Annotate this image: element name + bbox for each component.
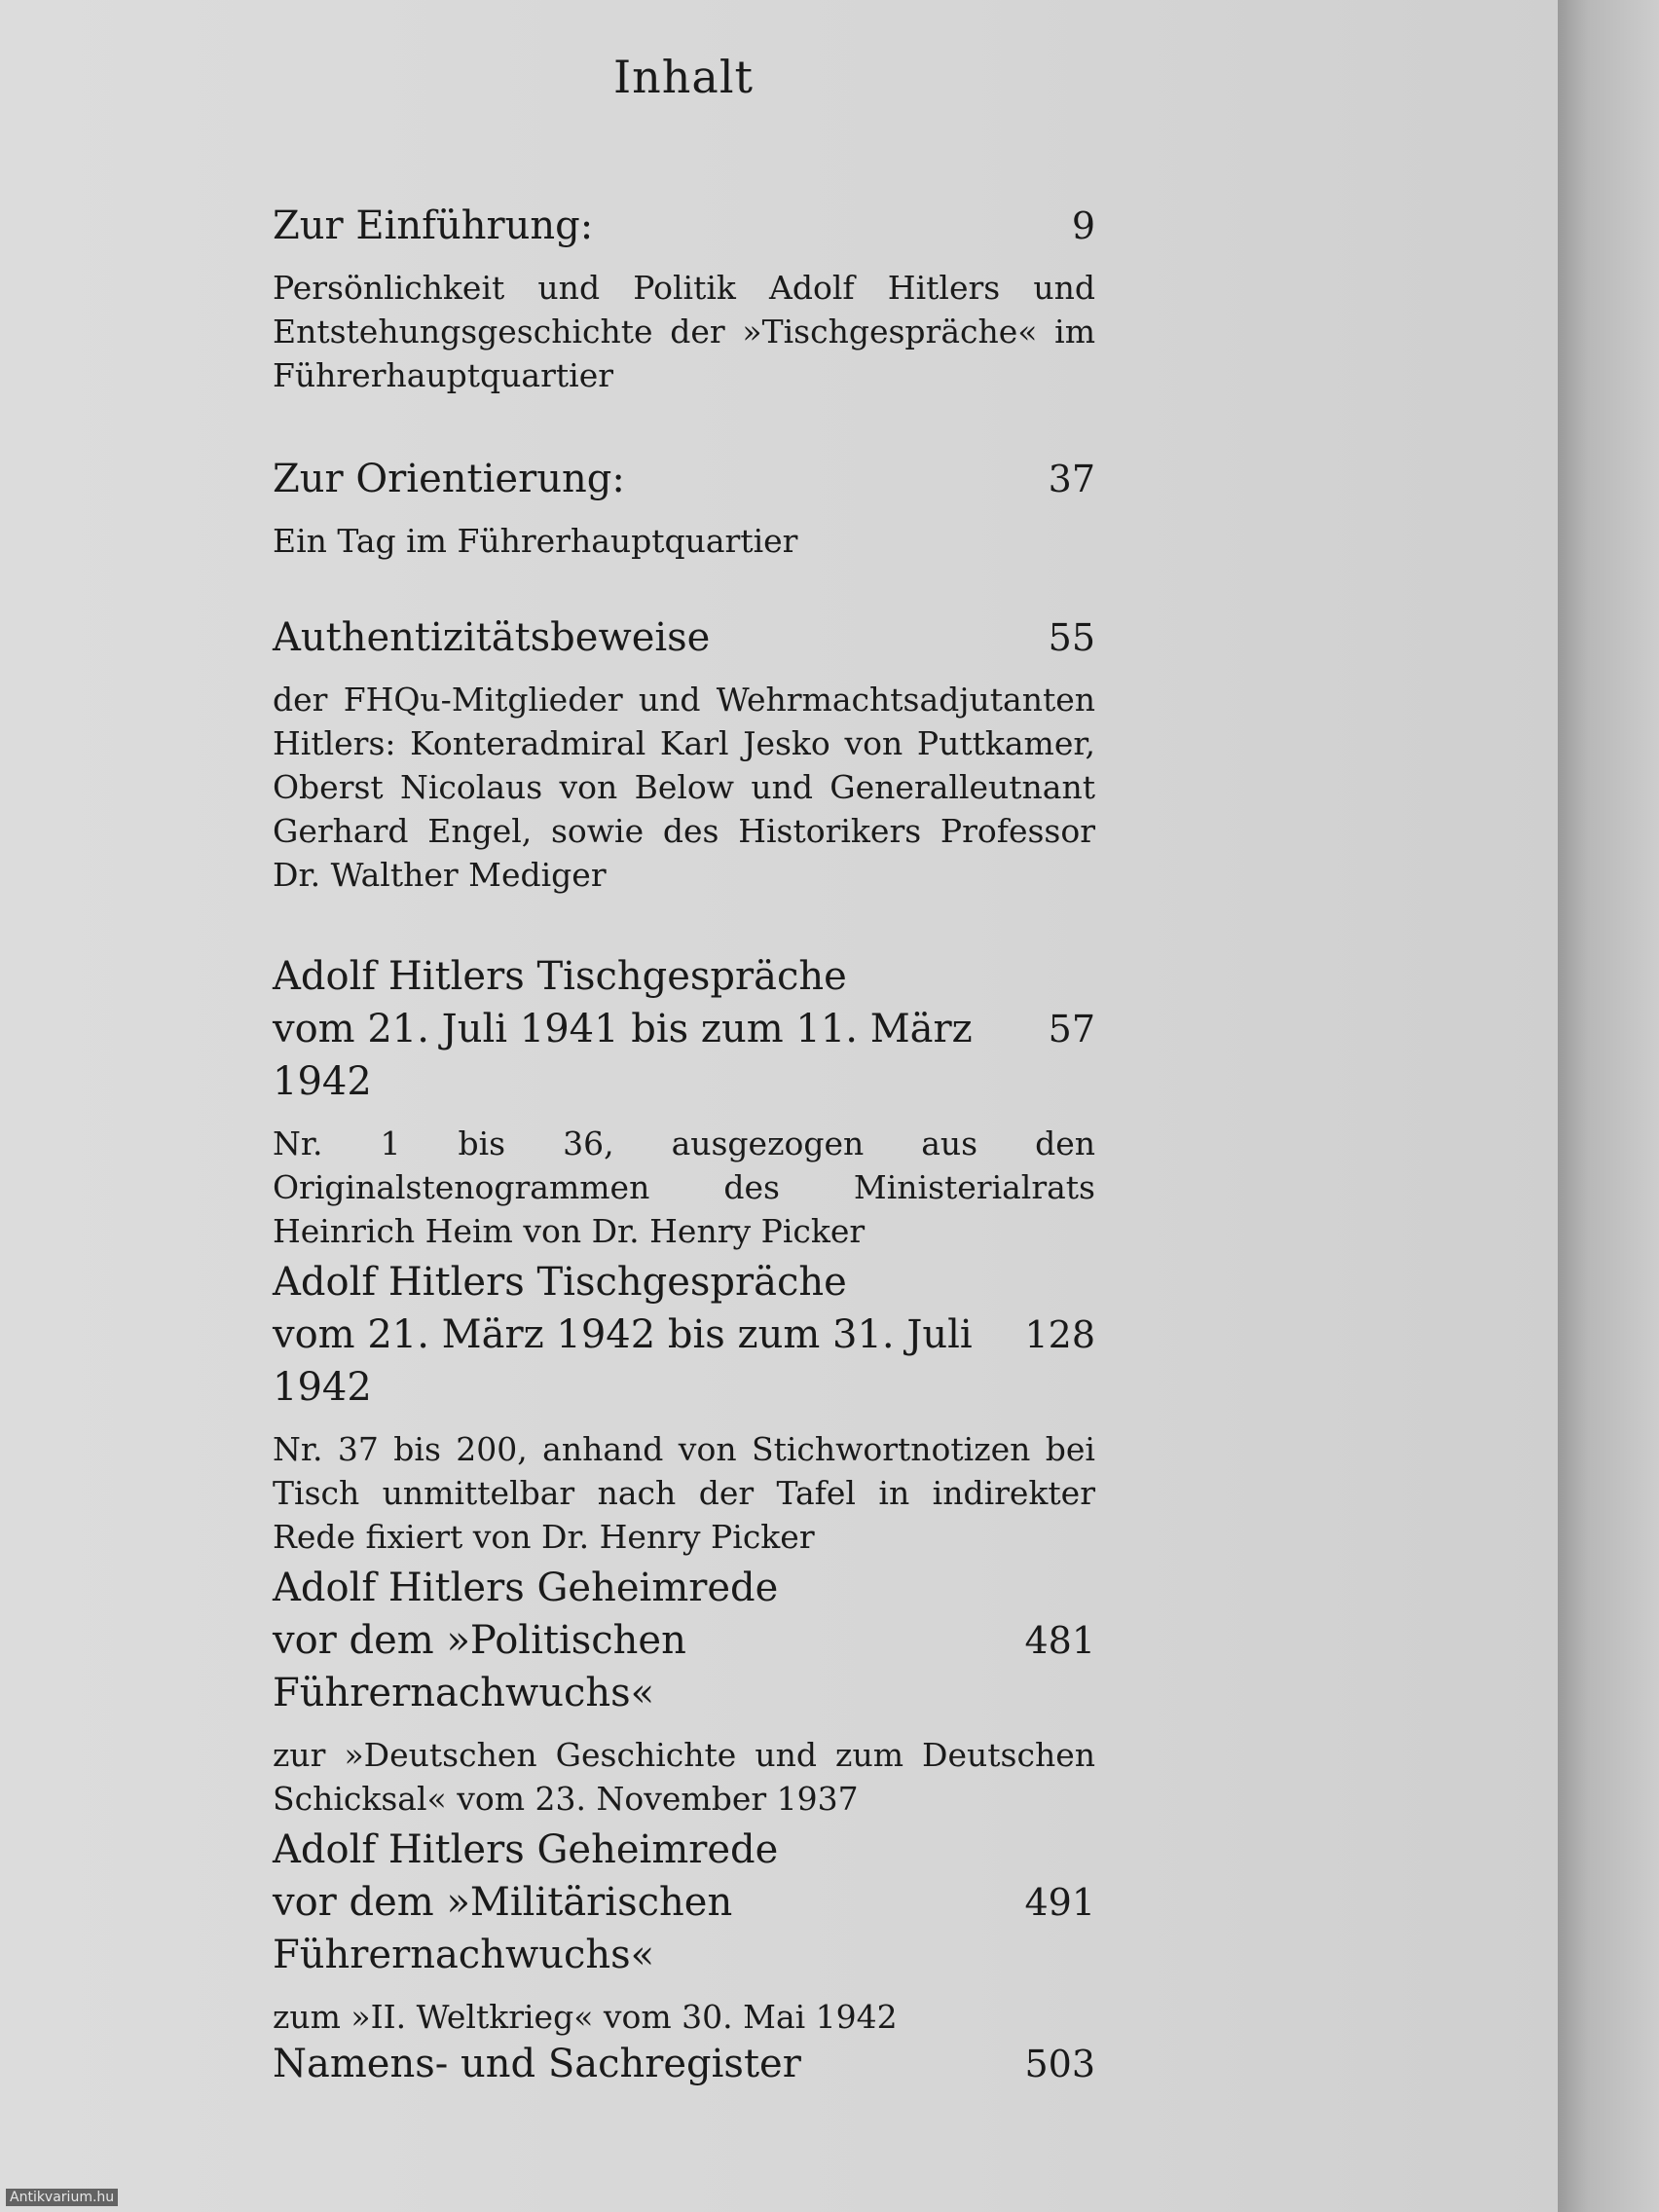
toc-entry-orientierung	[273, 453, 1095, 563]
toc-description: der FHQu-Mitglieder und Wehrmachtsadjutanten Hitlers: Konteradmiral Karl Jesko von Puttkamer, Oberst Nicolaus von Below und Generalleutnant Gerhard Engel, sowie des Historikers Professor Dr. Walther Mediger	[273, 681, 1095, 894]
toc-page-number: 128	[1024, 1313, 1095, 1356]
toc-heading-line: Adolf Hitlers Tischgespräche	[273, 1260, 847, 1305]
toc-heading-line: Zur Einführung:	[273, 203, 594, 248]
toc-heading-line: vom 21. März 1942 bis zum 31. Juli 1942	[273, 1312, 973, 1410]
toc-heading-line: Adolf Hitlers Tischgespräche	[273, 954, 847, 999]
toc-entry-einfuehrung	[273, 200, 1095, 397]
toc-description: Nr. 37 bis 200, anhand von Stichwortnotizen bei Tisch unmittelbar nach der Tafel in indirekter Rede fixiert von Dr. Henry Picker	[273, 1430, 1095, 1556]
toc-entry-tischgespraeche-2	[273, 1256, 1095, 1559]
toc-entry-geheimrede-2	[273, 1824, 1095, 2039]
toc-heading	[273, 1309, 1095, 1414]
toc-heading-line: Adolf Hitlers Geheimrede	[273, 1566, 779, 1610]
toc-description: zur »Deutschen Geschichte und zum Deutschen Schicksal« vom 23. November 1937	[273, 1736, 1095, 1818]
toc-description: Persönlichkeit und Politik Adolf Hitlers und Entstehungsgeschichte der »Tischgespräche« im Führerhauptquartier	[273, 269, 1095, 394]
toc-entry-authentizitaet	[273, 611, 1095, 897]
toc-description: zum »II. Weltkrieg« vom 30. Mai 1942	[273, 1998, 898, 2036]
toc-page-number: 57	[1048, 1008, 1095, 1051]
toc-entry-tischgespraeche-1	[273, 950, 1095, 1253]
toc-heading-line: vor dem »Politischen Führernachwuchs«	[273, 1618, 686, 1715]
toc-heading-line: Adolf Hitlers Geheimrede	[273, 1827, 779, 1872]
toc-description: Nr. 1 bis 36, ausgezogen aus den Originalstenogrammen des Ministerialrats Heinrich Heim von Dr. Henry Picker	[273, 1124, 1095, 1250]
toc-page-number: 55	[1048, 616, 1095, 659]
toc-heading-line: Zur Orientierung:	[273, 457, 625, 501]
toc-heading	[273, 1876, 1095, 1981]
toc-heading-line: vom 21. Juli 1941 bis zum 11. März 1942	[273, 1007, 973, 1104]
watermark-label: Antikvarium.hu	[6, 2189, 118, 2206]
toc-page-number: 491	[1024, 1881, 1095, 1924]
page-title: Inhalt	[612, 51, 755, 103]
toc-heading-line: vor dem »Militärischen Führernachwuchs«	[273, 1880, 733, 1977]
toc-heading-line: Namens- und Sachregister	[273, 2042, 801, 2086]
toc-heading	[273, 453, 1095, 505]
toc-heading	[273, 611, 1095, 664]
toc-heading	[273, 1614, 1095, 1719]
toc-heading-line: Authentizitätsbeweise	[273, 615, 711, 660]
toc-page-number: 37	[1048, 458, 1095, 500]
toc-page-number: 481	[1024, 1619, 1095, 1662]
toc-entry-geheimrede-1	[273, 1562, 1095, 1821]
toc-page-number: 503	[1024, 2043, 1095, 2085]
toc-page-number: 9	[1071, 204, 1095, 247]
toc-description: Ein Tag im Führerhauptquartier	[273, 522, 798, 560]
toc-heading	[273, 200, 1095, 252]
toc-heading	[273, 2038, 1095, 2090]
book-page-edge	[1558, 0, 1659, 2212]
toc-heading	[273, 1003, 1095, 1108]
toc-entry-register	[273, 2038, 1095, 2090]
